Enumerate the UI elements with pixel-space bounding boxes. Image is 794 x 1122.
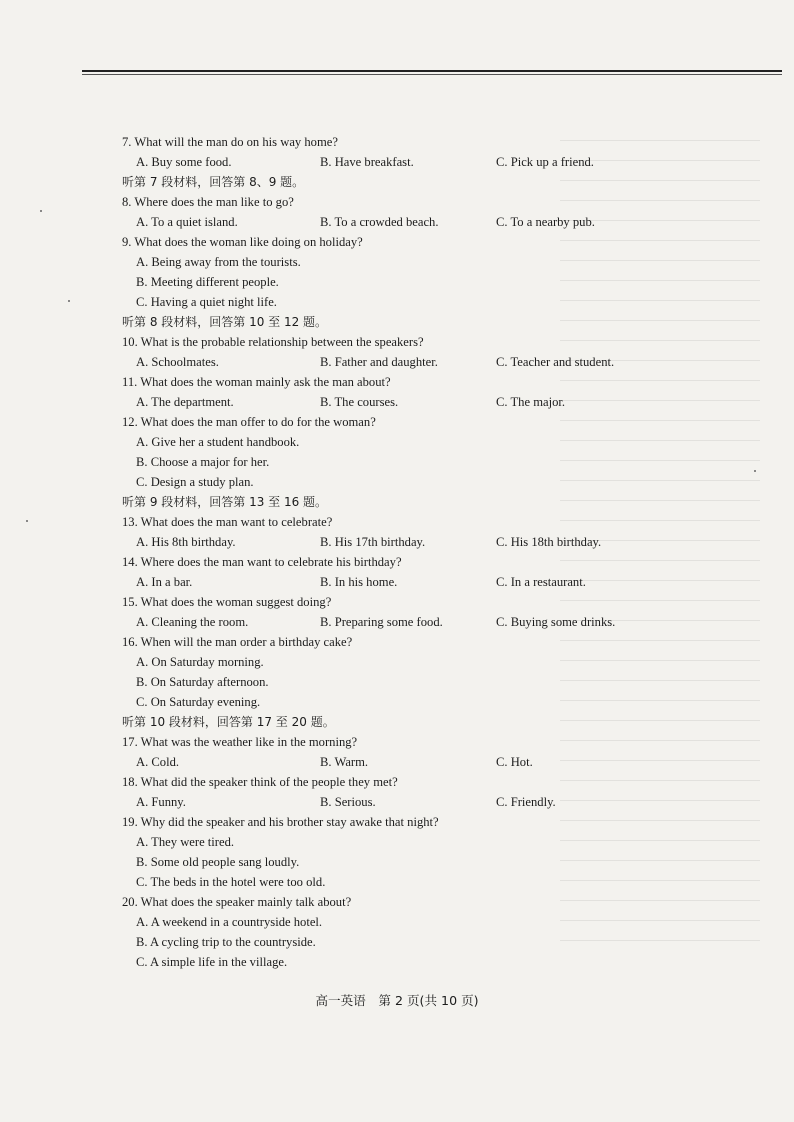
- question-stem: 10. What is the probable relationship between the speakers?: [122, 335, 424, 349]
- option-c: C. Teacher and student.: [496, 355, 615, 369]
- options-row: [122, 392, 762, 412]
- question-stem: 8. Where does the man like to go?: [122, 195, 294, 209]
- option-c: C. Hot.: [496, 755, 533, 769]
- option-a: A. Cold.: [136, 755, 180, 769]
- options-row: [122, 352, 762, 372]
- speck: [26, 520, 28, 522]
- question-stem: 13. What does the man want to celebrate?: [122, 515, 333, 529]
- option-a: A. The department.: [136, 395, 234, 409]
- question-stem: 15. What does the woman suggest doing?: [122, 595, 332, 609]
- option-b: B. Preparing some food.: [320, 615, 443, 629]
- option: A. Give her a student handbook.: [136, 435, 300, 449]
- option: B. Some old people sang loudly.: [136, 855, 300, 869]
- option-a: A. Funny.: [136, 795, 186, 809]
- option: B. Meeting different people.: [136, 275, 279, 289]
- options-row: [122, 212, 762, 232]
- option-c: C. Friendly.: [496, 795, 556, 809]
- listening-instruction: 听第 8 段材料，回答第 10 至 12 题。: [122, 315, 328, 329]
- option: C. The beds in the hotel were too old.: [136, 875, 326, 889]
- option-a: A. His 8th birthday.: [136, 535, 236, 549]
- option-b: B. Have breakfast.: [320, 155, 414, 169]
- option: A. A weekend in a countryside hotel.: [136, 915, 323, 929]
- option-a: A. Cleaning the room.: [136, 615, 249, 629]
- speck: [40, 210, 42, 212]
- question-stem: 7. What will the man do on his way home?: [122, 135, 338, 149]
- question-stem: 16. When will the man order a birthday cake?: [122, 635, 353, 649]
- speck: [754, 470, 756, 472]
- options-row: [122, 572, 762, 592]
- option-a: A. Buy some food.: [136, 155, 232, 169]
- option: A. On Saturday morning.: [136, 655, 264, 669]
- option-c: C. The major.: [496, 395, 566, 409]
- top-rule: [82, 70, 782, 72]
- question-stem: 18. What did the speaker think of the people they met?: [122, 775, 398, 789]
- option-b: B. Serious.: [320, 795, 376, 809]
- listening-instruction: 听第 7 段材料，回答第 8、9 题。: [122, 175, 305, 189]
- option: B. Choose a major for her.: [136, 455, 270, 469]
- question-stem: 11. What does the woman mainly ask the man about?: [122, 375, 391, 389]
- option-a: A. Schoolmates.: [136, 355, 219, 369]
- options-row: [122, 792, 762, 812]
- question-stem: 12. What does the man offer to do for the woman?: [122, 415, 376, 429]
- top-rule-thin: [82, 74, 782, 75]
- option-a: A. In a bar.: [136, 575, 193, 589]
- page-footer: 高一英语 第 2 页(共 10 页): [315, 993, 479, 1008]
- option-b: B. His 17th birthday.: [320, 535, 426, 549]
- option: A. Being away from the tourists.: [136, 255, 301, 269]
- option-b: B. In his home.: [320, 575, 398, 589]
- option-b: B. To a crowded beach.: [320, 215, 439, 229]
- options-row: [122, 612, 762, 632]
- question-stem: 20. What does the speaker mainly talk about?: [122, 895, 352, 909]
- option: A. They were tired.: [136, 835, 235, 849]
- option-b: B. Warm.: [320, 755, 369, 769]
- option-c: C. His 18th birthday.: [496, 535, 602, 549]
- listening-instruction: 听第 9 段材料，回答第 13 至 16 题。: [122, 495, 328, 509]
- option: C. Having a quiet night life.: [136, 295, 277, 309]
- option-b: B. Father and daughter.: [320, 355, 438, 369]
- option: C. Design a study plan.: [136, 475, 254, 489]
- option-c: C. Pick up a friend.: [496, 155, 594, 169]
- question-stem: 14. Where does the man want to celebrate his birthday?: [122, 555, 402, 569]
- options-row: [122, 532, 762, 552]
- listening-instruction: 听第 10 段材料，回答第 17 至 20 题。: [122, 715, 335, 729]
- options-row: [122, 152, 762, 172]
- question-stem: 17. What was the weather like in the morning?: [122, 735, 358, 749]
- option: B. A cycling trip to the countryside.: [136, 935, 316, 949]
- question-stem: 19. Why did the speaker and his brother stay awake that night?: [122, 815, 439, 829]
- option-c: C. To a nearby pub.: [496, 215, 595, 229]
- option: C. On Saturday evening.: [136, 695, 261, 709]
- option-c: C. Buying some drinks.: [496, 615, 616, 629]
- options-row: [122, 752, 762, 772]
- option-b: B. The courses.: [320, 395, 399, 409]
- option-c: C. In a restaurant.: [496, 575, 586, 589]
- question-list: [122, 132, 762, 972]
- speck: [68, 300, 70, 302]
- option: B. On Saturday afternoon.: [136, 675, 269, 689]
- option: C. A simple life in the village.: [136, 955, 288, 969]
- option-a: A. To a quiet island.: [136, 215, 238, 229]
- question-stem: 9. What does the woman like doing on holiday?: [122, 235, 363, 249]
